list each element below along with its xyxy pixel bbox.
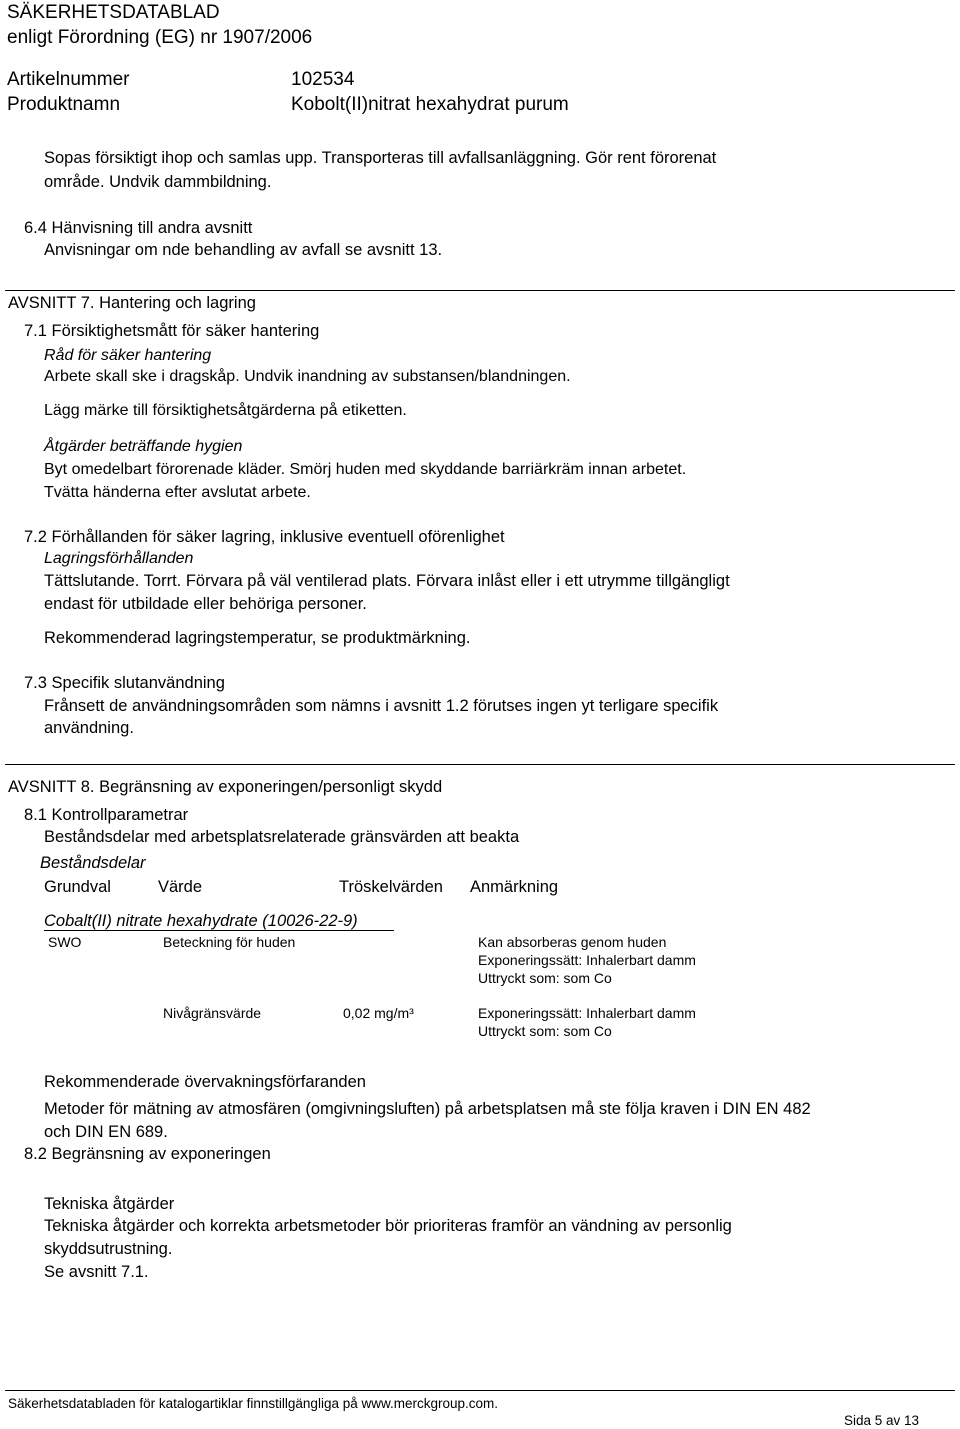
column-header-value: Värde <box>158 878 203 896</box>
cleanup-line-1: Sopas försiktigt ihop och samlas upp. Transporteras till avfallsanläggning. Gör rent förorenat <box>44 149 717 167</box>
storage-line-2: endast för utbildade eller behöriga personer. <box>44 595 367 613</box>
row2-remark-2: Uttryckt som: som Co <box>478 1023 612 1039</box>
technical-measures-line-1: Tekniska åtgärder och korrekta arbetsmetoder bör prioriteras framför an vändning av personlig <box>44 1217 732 1235</box>
row2-remark-1: Exponeringssätt: Inhalerbart damm <box>478 1005 696 1021</box>
control-parameters-subheading: Beståndsdelar med arbetsplatsrelaterade gränsvärden att beakta <box>44 828 520 846</box>
row1-value: Beteckning för huden <box>163 934 296 950</box>
monitoring-line-2: och DIN EN 689. <box>44 1123 168 1141</box>
footer-note: Säkerhetsdatabladen för katalogartiklar finnstillgängliga på www.merckgroup.com. <box>8 1396 499 1411</box>
monitoring-line-1: Metoder för mätning av atmosfären (omgivningsluften) på arbetsplatsen må ste följa kraven i DIN EN 482 <box>44 1100 811 1118</box>
hygiene-line-1: Byt omedelbart förorenade kläder. Smörj huden med skyddande barriärkräm innan arbetet. <box>44 461 687 478</box>
section-7-rule <box>5 290 955 291</box>
components-title: Beståndsdelar <box>40 854 146 872</box>
product-name-value: Kobolt(II)nitrat hexahydrat purum <box>291 94 569 115</box>
row1-remark-3: Uttryckt som: som Co <box>478 970 612 986</box>
section-8-heading: AVSNITT 8. Begränsning av exponeringen/personligt skydd <box>8 778 443 796</box>
specific-use-line-2: användning. <box>44 719 134 737</box>
section-8-rule <box>5 764 955 765</box>
substance-underline <box>44 930 394 931</box>
substance-name: Cobalt(II) nitrate hexahydrate (10026-22-9) <box>44 912 358 930</box>
row1-remark-1: Kan absorberas genom huden <box>478 934 667 950</box>
section-7-2-heading: 7.2 Förhållanden för säker lagring, inklusive eventuell oförenlighet <box>24 528 505 546</box>
column-header-threshold: Tröskelvärden <box>339 878 443 896</box>
hygiene-line-2: Tvätta händerna efter avslutat arbete. <box>44 484 311 501</box>
section-7-3-heading: 7.3 Specifik slutanvändning <box>24 674 225 692</box>
product-name-label: Produktnamn <box>7 94 121 115</box>
safe-handling-line-2: Lägg märke till försiktighetsåtgärderna på etiketten. <box>44 402 407 419</box>
row2-threshold: 0,02 mg/m³ <box>343 1005 414 1021</box>
storage-line-1: Tättslutande. Torrt. Förvara på väl ventilerad plats. Förvara inlåst eller i ett utrymme tillgängligt <box>44 572 730 590</box>
cleanup-line-2: område. Undvik dammbildning. <box>44 173 272 191</box>
specific-use-line-1: Frånsett de användningsområden som nämns i avsnitt 1.2 förutses ingen yt terligare specifik <box>44 697 719 715</box>
safe-handling-line-1: Arbete skall ske i dragskåp. Undvik inandning av substansen/blandningen. <box>44 368 571 385</box>
section-7-heading: AVSNITT 7. Hantering och lagring <box>8 294 256 312</box>
technical-measures-line-2: skyddsutrustning. <box>44 1240 173 1258</box>
row1-basis: SWO <box>48 934 82 950</box>
column-header-basis: Grundval <box>44 878 111 896</box>
storage-conditions-subheading: Lagringsförhållanden <box>44 550 194 567</box>
row1-remark-2: Exponeringssätt: Inhalerbart damm <box>478 952 696 968</box>
monitoring-heading: Rekommenderade övervakningsförfaranden <box>44 1073 366 1091</box>
article-number-value: 102534 <box>291 69 355 90</box>
document-title: SÄKERHETSDATABLAD <box>7 2 220 23</box>
footer-rule <box>5 1390 955 1391</box>
section-6-4-heading: 6.4 Hänvisning till andra avsnitt <box>24 219 253 237</box>
hygiene-subheading: Åtgärder beträffande hygien <box>44 438 243 455</box>
technical-measures-heading: Tekniska åtgärder <box>44 1195 175 1213</box>
regulation-line: enligt Förordning (EG) nr 1907/2006 <box>7 27 313 48</box>
row2-value: Nivågränsvärde <box>163 1005 262 1021</box>
technical-measures-line-3: Se avsnitt 7.1. <box>44 1263 149 1281</box>
section-8-2-heading: 8.2 Begränsning av exponeringen <box>24 1145 271 1163</box>
safe-handling-subheading: Råd för säker hantering <box>44 347 212 364</box>
column-header-remark: Anmärkning <box>470 878 559 896</box>
storage-line-3: Rekommenderad lagringstemperatur, se produktmärkning. <box>44 629 471 647</box>
section-7-1-heading: 7.1 Försiktighetsmått för säker hantering <box>24 322 320 340</box>
section-8-1-heading: 8.1 Kontrollparametrar <box>24 806 189 824</box>
section-6-4-text: Anvisningar om nde behandling av avfall se avsnitt 13. <box>44 241 443 259</box>
page-number: Sida 5 av 13 <box>844 1413 920 1428</box>
article-number-label: Artikelnummer <box>7 69 130 90</box>
